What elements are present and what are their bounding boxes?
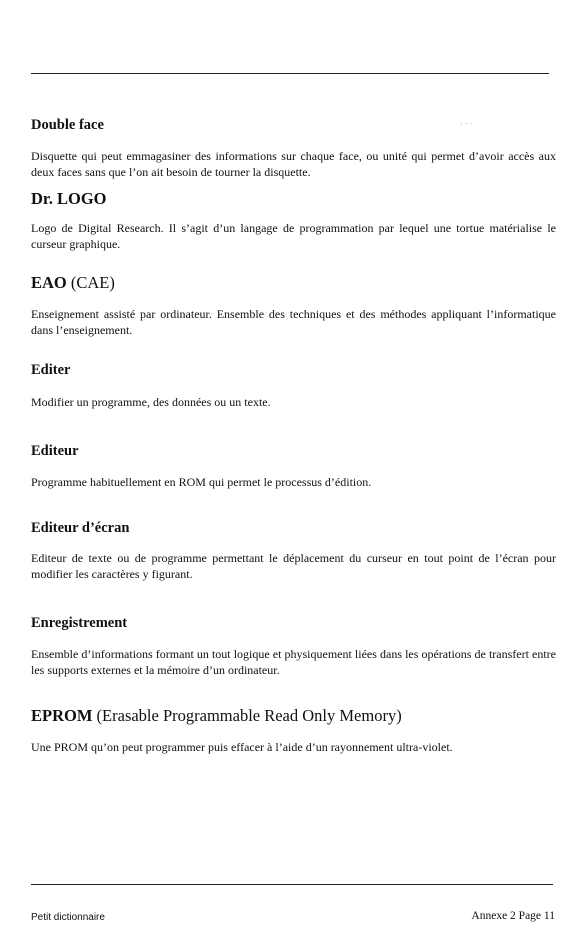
entry-definition: Disquette qui peut emmagasiner des informations sur chaque face, ou unité qui permet d’avoir accès aux deux faces sans que l’on ait besoin de tourner la disquette. xyxy=(31,149,556,179)
entry-enregistrement xyxy=(31,614,556,706)
entry-double-face xyxy=(31,116,556,189)
entry-term: Editeur d’écran xyxy=(31,520,130,536)
entry-definition: Programme habituellement en ROM qui permet le processus d’édition. xyxy=(31,475,372,489)
entry-term: Editeur xyxy=(31,443,79,459)
entry-definition: Une PROM qu’on peut programmer puis effacer à l’aide d’un rayonnement ultra-violet. xyxy=(31,740,453,754)
entry-term: Double face xyxy=(31,117,104,133)
entry-eao xyxy=(31,273,556,361)
footer-page-number: Annexe 2 Page 11 xyxy=(471,910,555,922)
footer-rule xyxy=(31,884,553,885)
header-rule xyxy=(31,73,549,74)
entry-term: EPROM (Erasable Programmable Read Only Memory) xyxy=(31,706,402,725)
entry-editeur xyxy=(31,442,556,519)
entry-definition: Logo de Digital Research. Il s’agit d’un langage de programmation par lequel une tortue matérialise le curseur graphique. xyxy=(31,221,556,251)
scan-artifact: · · · xyxy=(460,119,473,128)
entry-definition: Editeur de texte ou de programme permettant le déplacement du curseur en tout point de l’écran pour modifier les caractères y figurant. xyxy=(31,551,556,581)
dictionary-entries xyxy=(31,116,556,755)
entry-editeur-ecran xyxy=(31,519,556,614)
entry-term: Dr. LOGO xyxy=(31,189,107,208)
entry-dr-logo xyxy=(31,189,556,273)
entry-definition: Modifier un programme, des données ou un texte. xyxy=(31,395,271,409)
entry-term: EAO (CAE) xyxy=(31,273,115,292)
footer-title: Petit dictionnaire xyxy=(31,912,105,923)
entry-definition: Enseignement assisté par ordinateur. Ensemble des techniques et des méthodes appliquant l’informatique dans l’enseignement. xyxy=(31,307,556,337)
entry-definition: Ensemble d’informations formant un tout logique et physiquement liées dans les opérations de transfert entre les supports externes et la mémoire d’un ordinateur. xyxy=(31,647,556,677)
entry-eprom xyxy=(31,706,556,755)
entry-editer xyxy=(31,361,556,442)
entry-term: Editer xyxy=(31,362,71,378)
entry-term: Enregistrement xyxy=(31,615,128,631)
